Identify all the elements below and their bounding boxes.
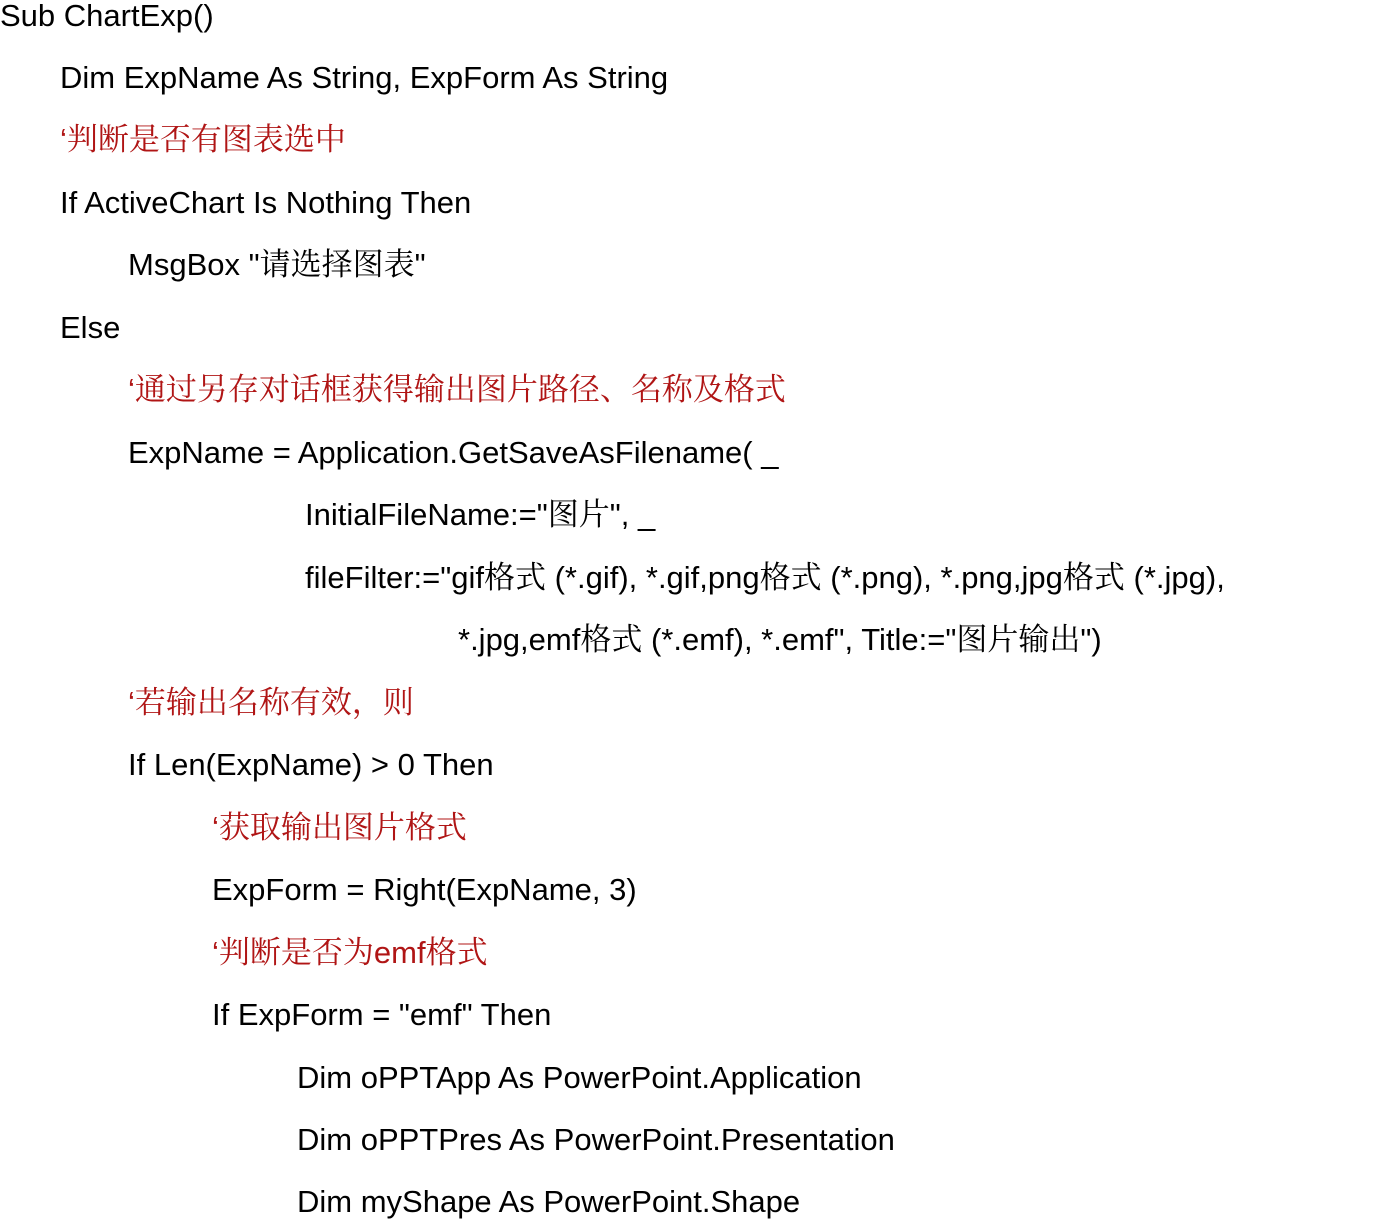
code-line-if-emf: If ExpForm = "emf" Then [212, 997, 552, 1032]
code-comment-get-format: ‘获取输出图片格式 [212, 810, 467, 845]
code-line-getsaveasfilename: ExpName = Application.GetSaveAsFilename( _ [128, 435, 779, 470]
code-line-initialfilename: InitialFileName:="图片", _ [305, 497, 656, 532]
code-line-dim-pptapp: Dim oPPTApp As PowerPoint.Application [297, 1060, 862, 1095]
code-line-msgbox: MsgBox "请选择图表" [128, 247, 426, 282]
code-line-else: Else [60, 310, 121, 345]
code-line-filefilter: fileFilter:="gif格式 (*.gif), *.gif,png格式 (*.png), *.png,jpg格式 (*.jpg), [305, 560, 1225, 595]
code-line-dim-variables: Dim ExpName As String, ExpForm As String [60, 60, 669, 95]
code-comment-check-emf: ‘判断是否为emf格式 [212, 935, 488, 970]
code-line-if-len: If Len(ExpName) > 0 Then [128, 747, 494, 782]
code-comment-valid-name: ‘若输出名称有效，则 [128, 685, 414, 720]
code-line-filefilter-continued: *.jpg,emf格式 (*.emf), *.emf", Title:="图片输出") [458, 622, 1102, 657]
code-line-sub-declaration: Sub ChartExp() [0, 0, 214, 33]
code-comment-check-chart-selected: ‘判断是否有图表选中 [60, 122, 346, 157]
code-line-dim-pptpres: Dim oPPTPres As PowerPoint.Presentation [297, 1122, 895, 1157]
code-comment-save-dialog: ‘通过另存对话框获得输出图片路径、名称及格式 [128, 372, 786, 407]
code-line-if-activechart: If ActiveChart Is Nothing Then [60, 185, 472, 220]
code-line-dim-myshape: Dim myShape As PowerPoint.Shape [297, 1184, 801, 1219]
code-line-expform-right: ExpForm = Right(ExpName, 3) [212, 872, 637, 907]
